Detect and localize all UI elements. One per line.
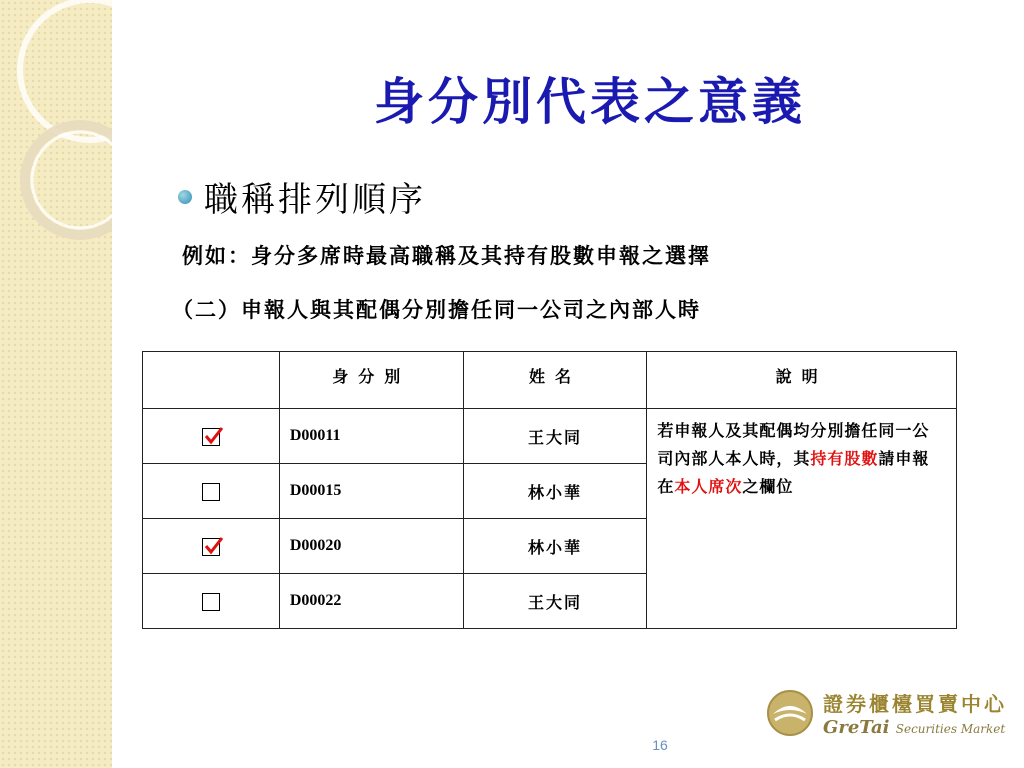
description-cell xyxy=(647,409,957,629)
logo-chinese-text: 證券櫃檯買賣中心 xyxy=(823,692,1007,716)
checked-checkbox-icon[interactable] xyxy=(202,538,220,556)
identity-code: D00022 xyxy=(279,574,463,629)
bullet-text: 職稱排列順序 xyxy=(204,180,426,220)
identity-code: D00020 xyxy=(279,519,463,574)
decorative-circles xyxy=(0,0,112,768)
person-name: 林小華 xyxy=(463,464,647,519)
table-header-row xyxy=(143,352,957,409)
gretai-emblem-icon xyxy=(765,688,815,738)
header-name: 姓名 xyxy=(463,352,647,409)
description-highlight-shares: 持有股數 xyxy=(810,449,879,468)
description-highlight-seat: 本人席次 xyxy=(674,477,743,496)
case-line: （二）申報人與其配偶分別擔任同一公司之內部人時 xyxy=(172,297,701,322)
person-name: 王大同 xyxy=(463,574,647,629)
decorative-side-strip xyxy=(0,0,112,768)
person-name: 林小華 xyxy=(463,519,647,574)
checkbox-cell xyxy=(143,574,280,629)
identity-code: D00015 xyxy=(279,464,463,519)
identity-code: D00011 xyxy=(279,409,463,464)
gretai-logo xyxy=(765,688,1007,738)
checkbox-cell xyxy=(143,519,280,574)
checked-checkbox-icon[interactable] xyxy=(202,428,220,446)
unchecked-checkbox-icon[interactable] xyxy=(202,593,220,611)
header-description: 說明 xyxy=(647,352,957,409)
description-text: 若申報人及其配偶均分別擔任同一公司內部人本人時，其 xyxy=(657,421,930,468)
example-line: 例如：身分多席時最高職稱及其持有股數申報之選擇 xyxy=(182,243,711,268)
person-name: 王大同 xyxy=(463,409,647,464)
unchecked-checkbox-icon[interactable] xyxy=(202,483,220,501)
bullet-dot-icon xyxy=(178,190,192,204)
checkbox-cell xyxy=(143,409,280,464)
logo-english-sub: Securities Market xyxy=(895,722,1006,736)
slide-title: 身分別代表之意義 xyxy=(374,72,806,131)
header-checkbox-column xyxy=(143,352,280,409)
identity-table xyxy=(142,351,957,629)
table-row xyxy=(143,409,957,464)
description-text: 之欄位 xyxy=(742,477,794,496)
logo-english-main: GreTai xyxy=(823,717,890,738)
header-identity-type: 身分別 xyxy=(279,352,463,409)
checkbox-cell xyxy=(143,464,280,519)
description-text: 請申報在 xyxy=(657,449,930,496)
bullet-item xyxy=(178,172,426,221)
page-number: 16 xyxy=(652,737,668,753)
